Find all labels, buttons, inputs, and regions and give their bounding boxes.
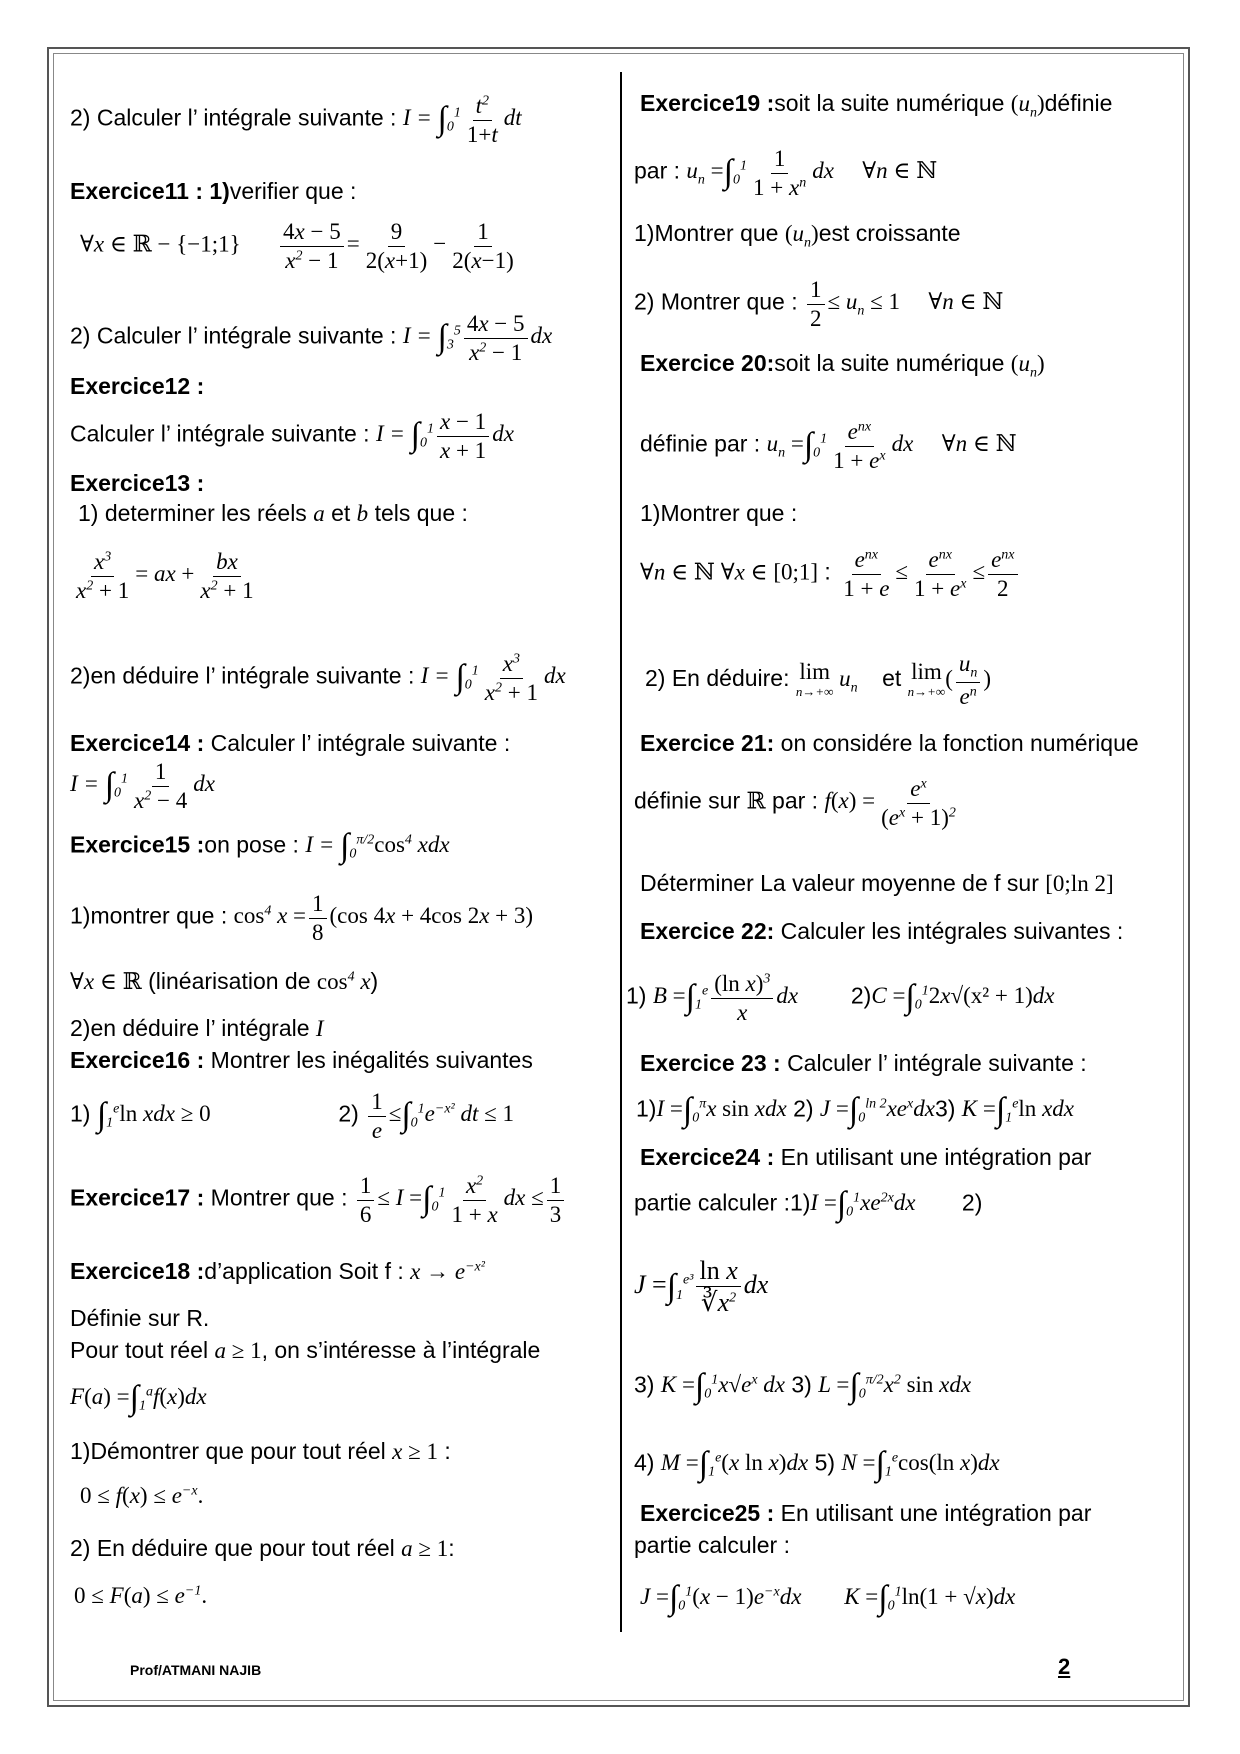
ex25-integrals: $J =\int_0^1(x - 1)e^{-x}dx$ $K =\int_0^1\ln(1 + √x)dx$	[640, 1580, 1016, 1617]
author-footer: Prof/ATMANI NAJIB	[130, 1662, 262, 1678]
ex23-heading: Exercice 23 : Calculer l’ intégrale suivante :	[640, 1050, 1087, 1076]
ex22-integrals: 1) $B =\int_1^e$ $\frac{(\ln x)^3}{x}$ dx $2)C =\int_0^12x√(x^2 + 1)dx$	[626, 971, 1055, 1025]
ex16-heading: Exercice16 : Montrer les inégalités suivantes	[70, 1047, 533, 1073]
ex15-question-1: 1)montrer que : $\cos^4 x$ = $\frac{1}{8}$ (cos 4x + 4cos 2x + 3)	[70, 891, 534, 945]
ex18-inequality-2: $0 \le F(a) \le e^{-1}$.	[74, 1583, 208, 1608]
ex19-question-2: 2) Montrer que : $\frac{1}{2}$ ≤ $u_n \le 1$ ∀n ∈ ℕ	[634, 277, 1004, 331]
ex13-identity: $\frac{x^3}{x^2 + 1}$ = ax + $\frac{bx}{x^2 + 1}$	[76, 549, 254, 603]
ex15-linearisation: ∀x ∈ ℝ (linéarisation de $\cos^4 x$)	[70, 968, 379, 994]
ex12-heading: Exercice12 :	[70, 373, 205, 399]
formula: $I = \int_0^1$ $\frac{t^2}{1+t}$ dt	[402, 93, 522, 147]
ex13-question-2: 2)en déduire l’ intégrale suivante : $I = \int_0^1$ $\frac{x^3}{x^2 + 1}$ dx	[70, 651, 566, 705]
ex11-identity: ∀x ∈ ℝ − {−1;1} $\frac{4x - 5}{x^2 - 1}$ = $\frac{9}{2(x+1)}$ − $\frac{1}{2(x-1)}$	[80, 219, 514, 273]
ex19-heading: Exercice19 :soit la suite numérique $(u_n)définie$	[640, 90, 1113, 121]
ex24-K-L: 3) $K =\int_0^1x√e^x$ dx 3) $L =\int_0^{\pi/2}x^2$ sin xdx	[634, 1368, 972, 1405]
ex18-integral: $F(a) =\int_1^af(x)dx$	[70, 1380, 207, 1417]
ex19-question-1: 1)Montrer que $(u_n)est$ croissante	[634, 220, 961, 251]
ex22-heading: Exercice 22: Calculer les intégrales suivantes :	[640, 918, 1124, 944]
ex24-heading: Exercice24 : En utilisant une intégration par	[640, 1144, 1092, 1170]
ex15-question-2: 2)en déduire l’ intégrale I	[70, 1015, 324, 1041]
ex20-definition: définie par : $u_n =\int_0^1$ $\frac{e^{nx}}{1 + e^x}$ dx ∀n ∈ ℕ	[640, 419, 1017, 473]
ex19-definition: par : $u_n =\int_0^1$ $\frac{1}{1 + x^n}$ dx ∀n ∈ ℕ	[634, 146, 938, 200]
ex11-question-2: 2) Calculer l’ intégrale suivante : $I = \int_3^5$ $\frac{4x - 5}{x^2 - 1}$ dx	[70, 311, 553, 365]
ex18-statement: Pour tout réel a ≥ 1, on s’intéresse à l’intégrale	[70, 1337, 541, 1363]
ex21-heading: Exercice 21: on considére la fonction numérique	[640, 730, 1139, 756]
ex20-question-1: 1)Montrer que :	[640, 500, 798, 526]
ex21-question: Déterminer La valeur moyenne de f sur [0;ln 2]	[640, 870, 1114, 896]
ex20-question-2: 2) En déduire: lim n→+∞ $u_n$ et lim n→+∞ ( $\frac{u_n}{e^n}$ )	[645, 651, 992, 710]
ex18-inequality-1: $0 \le f(x) \le e^{-x}$.	[80, 1483, 204, 1508]
ex11-heading: Exercice11 : 1)verifier que :	[70, 178, 357, 204]
ex18-heading: Exercice18 :d’application Soit f : $x \to e^{-x^2}$	[70, 1258, 485, 1284]
ex17-heading: Exercice17 : Montrer que : $\frac{1}{6}$ ≤ $I =\int_0^1$ $\frac{x^2}{1 + x}$ dx ≤ $\frac{1}{3}$	[70, 1172, 567, 1228]
page-number: 2	[1058, 1654, 1071, 1679]
ex23-integrals: $1)I =\int_0^\pi x$ sin xdx 2) $J =\int_0^{ln 2}xe^xdx3$) $K =\int_1^e\ln$ xdx	[636, 1092, 1074, 1129]
ex16-inequalities: 1) $\int_1^e\ln$ xdx ≥ 0 2) $\frac{1}{e}$ $\le\int_0^1e^{-x^2}$ dt ≤ 1	[70, 1089, 514, 1143]
ex10-question-2: 2) Calculer l’ intégrale suivante : $I = \int_0^1$ $\frac{t^2}{1+t}$ dt	[70, 93, 522, 147]
ex25-heading: Exercice25 : En utilisant une intégration par	[640, 1500, 1092, 1526]
ex13-question-1: 1) determiner les réels a et b tels que :	[78, 500, 468, 526]
ex24-M-N: 4) $M =\int_1^e(x$ ln x)dx 5) $N =\int_1^e\cos(\ln$ x)dx	[634, 1446, 1000, 1483]
ex15-heading: Exercice15 :on pose : $I = \int_0^{\pi/2}\cos^4$ xdx	[70, 828, 450, 865]
ex18-definition: Définie sur R.	[70, 1305, 210, 1331]
ex24-line-1: partie calculer :1)I $=\int_0^1xe^{2x}dx$ 2)	[634, 1186, 983, 1223]
ex13-heading: Exercice13 :	[70, 470, 205, 496]
column-divider	[620, 72, 622, 1632]
ex25-text: partie calculer :	[634, 1532, 790, 1558]
ex20-heading: Exercice 20:soit la suite numérique $(u_n)$	[640, 350, 1045, 381]
ex18-question-2: 2) En déduire que pour tout réel a ≥ 1:	[70, 1535, 455, 1561]
ex14-heading: Exercice14 : Calculer l’ intégrale suivante :	[70, 730, 511, 756]
ex18-question-1: 1)Démontrer que pour tout réel x ≥ 1 :	[70, 1438, 451, 1464]
ex12-text: Calculer l’ intégrale suivante : $I = \int_0^1$ $\frac{x - 1}{x + 1}$ dx	[70, 409, 514, 463]
ex14-formula: $I = \int_0^1$ $\frac{1}{x^2 - 4}$ dx	[70, 759, 215, 813]
ex24-J: $J =\int_1^{e^3}$ $\frac{\text{ln x}}{∛x^2}$ dx	[634, 1256, 769, 1318]
ex21-definition: définie sur ℝ par : f(x) = $\frac{e^x}{(e^x + 1)^2}$	[634, 776, 956, 830]
ex20-inequality: ∀n ∈ ℕ ∀x ∈ [0;1] : $\frac{e^{nx}}{1 + e}$ ≤ $\frac{e^{nx}}{1 + e^x}$ ≤ $\frac{e^{nx}}{2}$	[640, 546, 1021, 602]
